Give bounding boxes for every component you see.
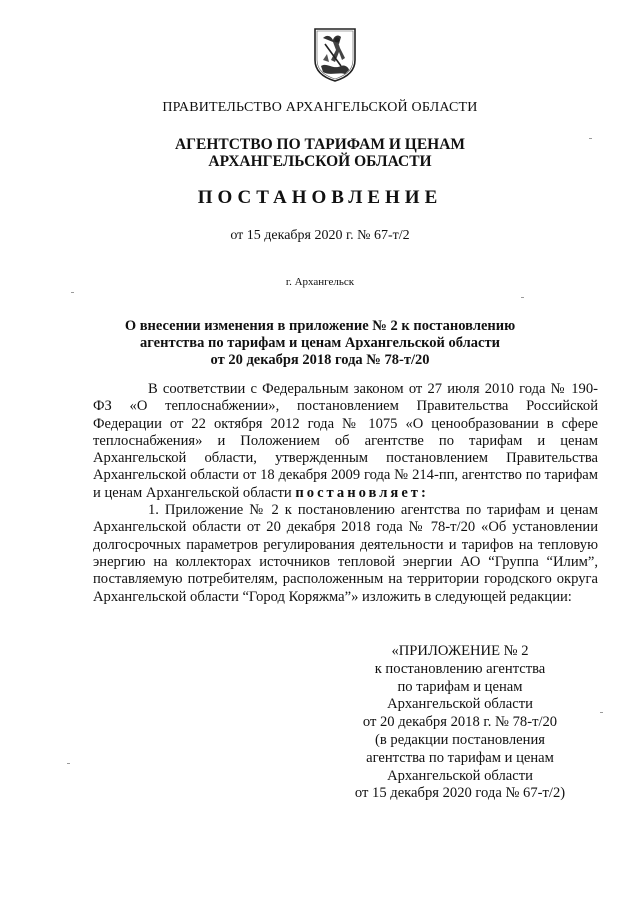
appendix-line: агентства по тарифам и ценам (366, 749, 554, 766)
appendix-header (330, 643, 590, 803)
subject-line1: О внесении изменения в приложение № 2 к постановлению (124, 318, 516, 334)
coat-of-arms-icon (311, 26, 359, 82)
subject-line2: агентства по тарифам и ценам Архангельской области (140, 335, 500, 351)
agency-name-line2: АРХАНГЕЛЬСКОЙ ОБЛАСТИ (208, 153, 432, 170)
subject-line3: от 20 декабря 2018 года № 78-т/20 (210, 352, 430, 368)
appendix-line: от 15 декабря 2020 года № 67-т/2) (354, 785, 566, 802)
document-subject (0, 318, 640, 369)
document-body (93, 381, 598, 606)
appendix-line: (в редакции постановления (375, 731, 545, 748)
body-paragraph-2: 1. Приложение № 2 к постановлению агентства по тарифам и ценам Архангельской области от 20 декабря 2018 года № 78-т/20 «Об установлении долгосрочных параметров регулирования деятельности и тарифов на тепловую энергию на коллекторах источников тепловой энергии АО “Группа “Илим”, поставляемую потребителям, расположенным на территории городского округа Архангельской области “Город Коряжма”» изложить в следующей редакции: (93, 502, 598, 605)
paragraph-1-text: В соответствии с Федеральным законом от 27 июля 2010 года № 190-ФЗ «О теплоснабжении», постановлением Правительства Российской Федерации от 22 октября 2012 года № 1075 «О ценообразовании в сфере теплоснабжения» и Положением об агентстве по тарифам и ценам Архангельской области, утвержденным постановлением Правительства Архангельской области от 18 декабря 2009 года № 214-пп, агентство по тарифам и ценам Архангельской области (93, 381, 598, 501)
document-city: г. Архангельск (285, 276, 355, 288)
body-paragraph-1 (93, 381, 598, 502)
scan-speck (589, 138, 592, 139)
appendix-line: Архангельской области (387, 767, 533, 784)
appendix-line: к постановлению агентства (374, 660, 546, 677)
government-name: ПРАВИТЕЛЬСТВО АРХАНГЕЛЬСКОЙ ОБЛАСТИ (162, 100, 478, 115)
scan-speck (67, 763, 70, 764)
resolves-word: постановляет: (295, 484, 429, 501)
document-date-number: от 15 декабря 2020 г. № 67-т/2 (230, 228, 410, 243)
agency-name (0, 136, 640, 170)
document-type: ПОСТАНОВЛЕНИЕ (197, 187, 443, 208)
appendix-line: «ПРИЛОЖЕНИЕ № 2 (391, 643, 529, 659)
appendix-line: по тарифам и ценам (397, 678, 523, 695)
appendix-line: от 20 декабря 2018 г. № 78-т/20 (362, 714, 558, 731)
scan-speck (521, 297, 524, 298)
scan-speck (600, 712, 603, 713)
scan-speck (71, 292, 74, 293)
appendix-line: Архангельской области (387, 696, 533, 713)
agency-name-line1: АГЕНТСТВО ПО ТАРИФАМ И ЦЕНАМ (174, 136, 466, 153)
